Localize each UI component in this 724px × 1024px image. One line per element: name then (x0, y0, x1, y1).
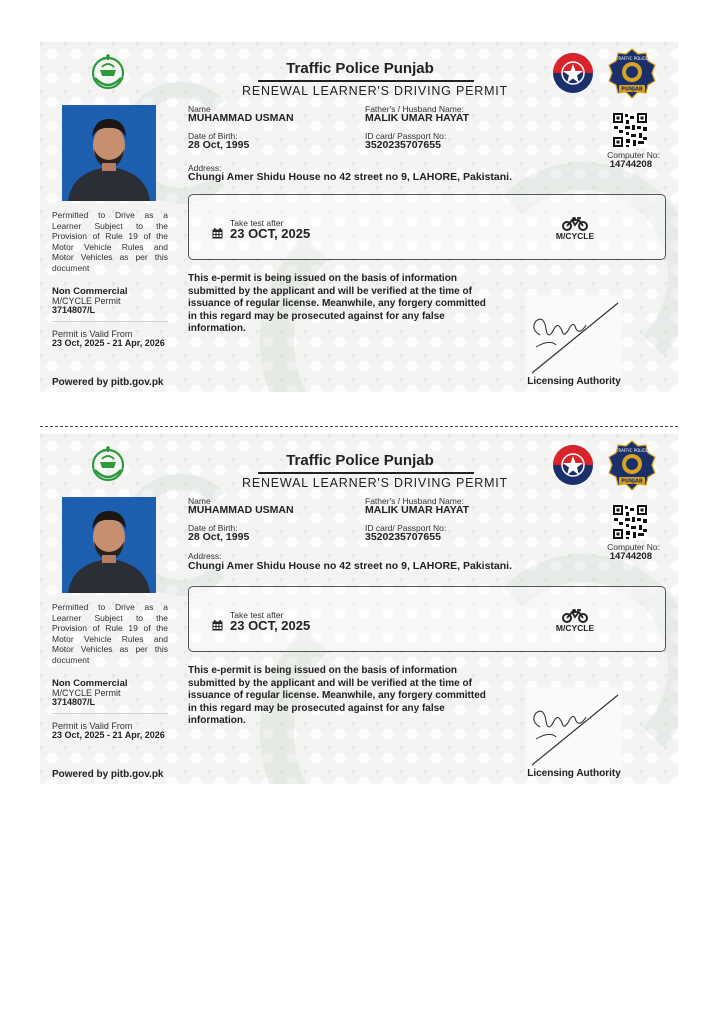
address-value: Chungi Amer Shidu House no 42 street no 9, LAHORE, Pakistani. (188, 171, 512, 183)
powered-by: Powered by pitb.gov.pk (52, 377, 164, 388)
calendar-icon (212, 620, 223, 631)
father-value: MALIK UMAR HAYAT (365, 504, 470, 516)
computer-no-value: 14744208 (609, 159, 652, 170)
badge-text-top: TRAFFIC POLICE (616, 448, 648, 453)
address-value: Chungi Amer Shidu House no 42 street no 9, LAHORE, Pakistani. (188, 560, 512, 572)
page-title: Traffic Police Punjab (286, 452, 434, 469)
valid-label: Permit is Valid From (52, 721, 133, 731)
valid-label: Permit is Valid From (52, 329, 133, 339)
badge-text-bottom: PUNJAB (621, 86, 643, 93)
qr-code-icon (612, 112, 648, 148)
computer-no-label: Computer No: (607, 150, 660, 160)
badge-text-top: TRAFFIC POLICE (616, 56, 648, 61)
permit-class: Non Commercial (52, 678, 128, 689)
permit-type: M/CYCLE Permit (52, 296, 121, 306)
disclaimer-text: This e-permit is being issued on the basis of information submitted by the applicant and will be verified at the time of issuance of regular license. Meanwhile, any forgery committed in this regard may be prosecuted against for any false information. (188, 665, 486, 726)
father-value: MALIK UMAR HAYAT (365, 112, 470, 124)
address-label: Address: (188, 163, 222, 173)
id-value: 3520235707655 (365, 531, 441, 543)
permit-number: 3714807/L (52, 697, 96, 707)
id-value: 3520235707655 (365, 139, 441, 151)
vehicle-class: M/CYCLE (555, 231, 595, 241)
motorcycle-icon (562, 607, 588, 623)
test-after-label: Take test after (230, 218, 284, 228)
permitted-note: Permitted to Drive as a Learner Subject to the Provision of Rule 19 of the Motor Vehicle Rules and Motor Vehicles as per this document (52, 210, 168, 273)
permit-number: 3714807/L (52, 305, 96, 315)
qr-code-icon (612, 504, 648, 540)
motorcycle-icon (562, 215, 588, 231)
powered-by: Powered by pitb.gov.pk (52, 769, 164, 780)
police-emblem-icon (552, 444, 594, 486)
id-label: ID card/ Passport No: (365, 523, 447, 533)
licensing-authority: Licensing Authority (527, 768, 621, 779)
name-value: MUHAMMAD USMAN (188, 112, 294, 124)
police-emblem-icon (552, 52, 594, 94)
id-label: ID card/ Passport No: (365, 131, 447, 141)
name-value: MUHAMMAD USMAN (188, 504, 294, 516)
permit-card-top (40, 42, 678, 392)
signature-image (526, 687, 622, 771)
traffic-police-badge-icon (608, 48, 656, 100)
dob-label: Date of Birth: (188, 131, 238, 141)
computer-no-value: 14744208 (609, 551, 652, 562)
permit-type: M/CYCLE Permit (52, 688, 121, 698)
dob-label: Date of Birth: (188, 523, 238, 533)
applicant-photo (62, 497, 156, 593)
test-date-value: 23 OCT, 2025 (230, 618, 311, 633)
permit-subtitle: RENEWAL LEARNER'S DRIVING PERMIT (242, 476, 508, 490)
punjab-emblem-icon (88, 444, 128, 484)
disclaimer-text: This e-permit is being issued on the basis of information submitted by the applicant and will be verified at the time of issuance of regular license. Meanwhile, any forgery committed in this regard may be prosecuted against for any false information. (188, 273, 486, 334)
signature-image (526, 295, 622, 379)
dob-value: 28 Oct, 1995 (188, 139, 250, 151)
test-date-value: 23 OCT, 2025 (230, 226, 311, 241)
vehicle-class: M/CYCLE (555, 623, 595, 633)
address-label: Address: (188, 551, 222, 561)
dob-value: 28 Oct, 1995 (188, 531, 250, 543)
father-label: Father's / Husband Name: (365, 104, 464, 114)
permit-subtitle: RENEWAL LEARNER'S DRIVING PERMIT (242, 84, 508, 98)
permit-class: Non Commercial (52, 286, 128, 297)
name-label: Name (188, 496, 211, 506)
valid-range: 23 Oct, 2025 - 21 Apr, 2026 (52, 338, 165, 348)
applicant-photo (62, 105, 156, 201)
licensing-authority: Licensing Authority (527, 376, 621, 387)
badge-text-bottom: PUNJAB (621, 478, 643, 485)
calendar-icon (212, 228, 223, 239)
father-label: Father's / Husband Name: (365, 496, 464, 506)
page-title: Traffic Police Punjab (286, 60, 434, 77)
punjab-emblem-icon (88, 52, 128, 92)
name-label: Name (188, 104, 211, 114)
permit-card-bottom (40, 434, 678, 784)
test-after-label: Take test after (230, 610, 284, 620)
traffic-police-badge-icon (608, 440, 656, 492)
permitted-note: Permitted to Drive as a Learner Subject to the Provision of Rule 19 of the Motor Vehicle Rules and Motor Vehicles as per this document (52, 602, 168, 665)
cut-line (40, 426, 678, 427)
computer-no-label: Computer No: (607, 542, 660, 552)
valid-range: 23 Oct, 2025 - 21 Apr, 2026 (52, 730, 165, 740)
